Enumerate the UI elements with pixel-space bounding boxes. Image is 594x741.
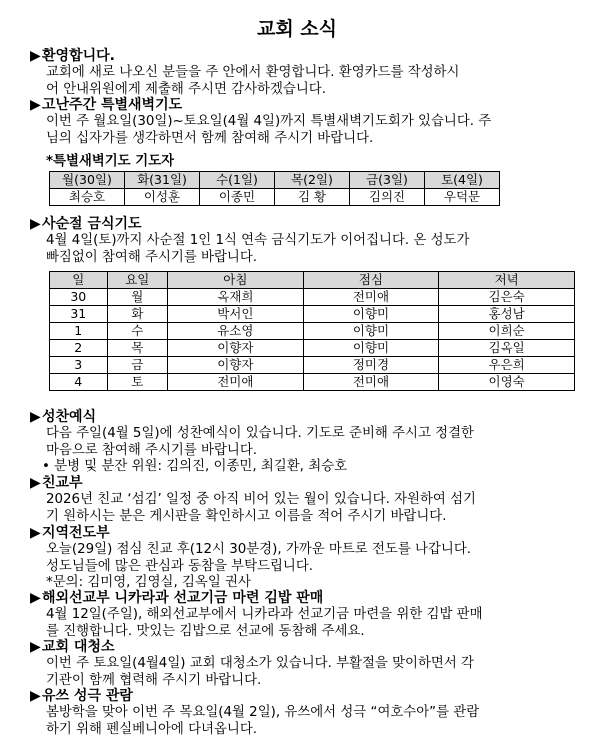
table-row [50,374,575,391]
table-cell: 이영숙 [439,374,575,391]
section-text: 오늘(29일) 점심 친교 후(12시 30분경), 가까운 마트로 전도를 나갑니다. [46,542,472,557]
table-cell: 31 [50,306,108,323]
table-cell: 화 [107,306,167,323]
section-youth-play [30,688,575,738]
section-text: 2026년 친교 ‘섬김’ 일정 중 아직 비어 있는 월이 있습니다. 자원하여 섬기 [46,492,476,507]
table-cell: 30 [50,289,108,306]
table-row [50,323,575,340]
triangle-bullet-icon: ▶ [30,688,41,704]
section-text: 다음 주일(4월 5일)에 성찬예식이 있습니다. 기도로 준비해 주시고 정결한 [46,426,474,441]
section-dawn-prayer [30,97,575,206]
table-cell: 3 [50,357,108,374]
table-header: 점심 [303,272,439,289]
table-row [50,189,500,206]
triangle-bullet-icon: ▶ [30,409,41,425]
table-cell: 2 [50,340,108,357]
table-header: 저녁 [439,272,575,289]
fasting-schedule-table [49,271,575,391]
table-header: 월(30일) [50,172,125,189]
section-evangelism [30,525,575,592]
section-mission [30,590,575,640]
table-cell: 유소영 [168,323,304,340]
section-heading: ▶유쓰 성극 관람 [30,688,133,704]
page-title: 교회 소식 [256,18,338,40]
section-welcome [30,48,575,98]
table-cell: 목 [107,340,167,357]
section-heading: ▶교회 대청소 [30,639,115,655]
table-header: 화(31일) [125,172,200,189]
table-header: 금(3일) [350,172,425,189]
table-row [50,357,575,374]
table-row [50,289,575,306]
table-cell: 4 [50,374,108,391]
table-cell: 토 [107,374,167,391]
table-header: 일 [50,272,108,289]
triangle-bullet-icon: ▶ [30,590,41,606]
section-heading: ▶친교부 [30,475,83,491]
table-cell: 이향자 [168,340,304,357]
table-cell: 금 [107,357,167,374]
section-text: *문의: 김미영, 김영실, 김옥일 권사 [46,575,251,590]
section-text: 하기 위해 펜실베니아에 다녀옵니다. [46,721,258,737]
table-cell: 월 [107,289,167,306]
table-cell: 이종민 [200,189,275,206]
triangle-bullet-icon: ▶ [30,475,41,491]
table-cell: 전미애 [303,289,439,306]
section-text: 이번 주 월요일(30일)~토요일(4월 4일)까지 특별새벽기도회가 있습니다. 주 [46,114,492,129]
section-text: 님의 십자가를 생각하면서 함께 참여해 주시기 바랍니다. [46,130,374,146]
table-header: 아침 [168,272,304,289]
section-heading: ▶사순절 금식기도 [30,216,142,232]
table-header: 요일 [107,272,167,289]
table-cell: 김 황 [275,189,350,206]
table-row [50,306,575,323]
table-cell: 옥재희 [168,289,304,306]
section-heading: ▶해외선교부 니카라과 선교기금 마련 김밥 판매 [30,590,324,606]
table-cell: 김의진 [350,189,425,206]
table-cell: 우은희 [439,357,575,374]
section-text: 4월 4일(토)까지 사순절 1인 1식 연속 금식기도가 이어집니다. 온 성도가 [46,233,470,248]
table-cell: 이향미 [303,306,439,323]
table-cell: 전미애 [168,374,304,391]
table-cell: 정미경 [303,357,439,374]
table-cell: 우덕문 [425,189,500,206]
prayer-leaders-table [49,171,500,206]
section-fellowship [30,475,575,525]
table-header: 목(2일) [275,172,350,189]
table-cell: 이향자 [168,357,304,374]
section-heading: ▶성찬예식 [30,409,97,425]
table-cell: 홍성남 [439,306,575,323]
section-text: 교회에 새로 나오신 분들을 주 안에서 환영합니다. 환영카드를 작성하시 [46,65,460,80]
section-heading: ▶고난주간 특별새벽기도 [30,97,183,113]
table-cell: 이향미 [303,323,439,340]
table-cell: 이성훈 [125,189,200,206]
section-fasting-prayer [30,216,575,391]
triangle-bullet-icon: ▶ [30,525,41,541]
triangle-bullet-icon: ▶ [30,97,41,113]
section-text: 이번 주 토요일(4월4일) 교회 대청소가 있습니다. 부활절을 맞이하면서 각 [46,656,474,671]
table-cell: 이희순 [439,323,575,340]
section-heading: ▶지역전도부 [30,525,110,541]
section-text: 기관이 함께 협력해 주시기 바랍니다. [46,672,262,688]
triangle-bullet-icon: ▶ [30,48,41,64]
table-row [50,340,575,357]
section-text: 성도님들에 많은 관심과 동참을 부탁드립니다. [46,558,314,574]
triangle-bullet-icon: ▶ [30,639,41,655]
section-text: • 분병 및 분잔 위원: 김의진, 이종민, 최길환, 최승호 [42,459,348,474]
section-cleaning [30,639,575,689]
section-text: 봄방학을 맞아 이번 주 목요일(4월 2일), 유쓰에서 성극 “여호수아”를 관람 [46,705,480,720]
table-cell: 박서인 [168,306,304,323]
section-text: 기 원하시는 분은 게시판을 확인하시고 이름을 적어 주시기 바랍니다. [46,508,447,524]
section-text: 4월 12일(주일), 해외선교부에서 니카라과 선교기금 마련을 위한 김밥 판매 [46,607,483,622]
table-cell: 최승호 [50,189,125,206]
section-heading: ▶환영합니다. [30,48,115,64]
section-text: 를 진행합니다. 맛있는 김밥으로 선교에 동참해 주세요. [46,623,365,639]
table-cell: 김옥일 [439,340,575,357]
table-header: 토(4일) [425,172,500,189]
section-text: 마음으로 참여해 주시기를 바랍니다. [46,442,258,458]
table-cell: 수 [107,323,167,340]
section-text: 빠짐없이 참여해 주시기를 바랍니다. [46,249,258,265]
section-communion [30,409,575,476]
table-cell: 전미애 [303,374,439,391]
table-cell: 김은숙 [439,289,575,306]
table-title: *특별새벽기도 기도자 [46,154,175,169]
table-cell: 이향미 [303,340,439,357]
table-header: 수(1일) [200,172,275,189]
table-cell: 1 [50,323,108,340]
section-text: 어 안내위원에게 제출해 주시면 감사하겠습니다. [46,81,326,97]
triangle-bullet-icon: ▶ [30,216,41,232]
